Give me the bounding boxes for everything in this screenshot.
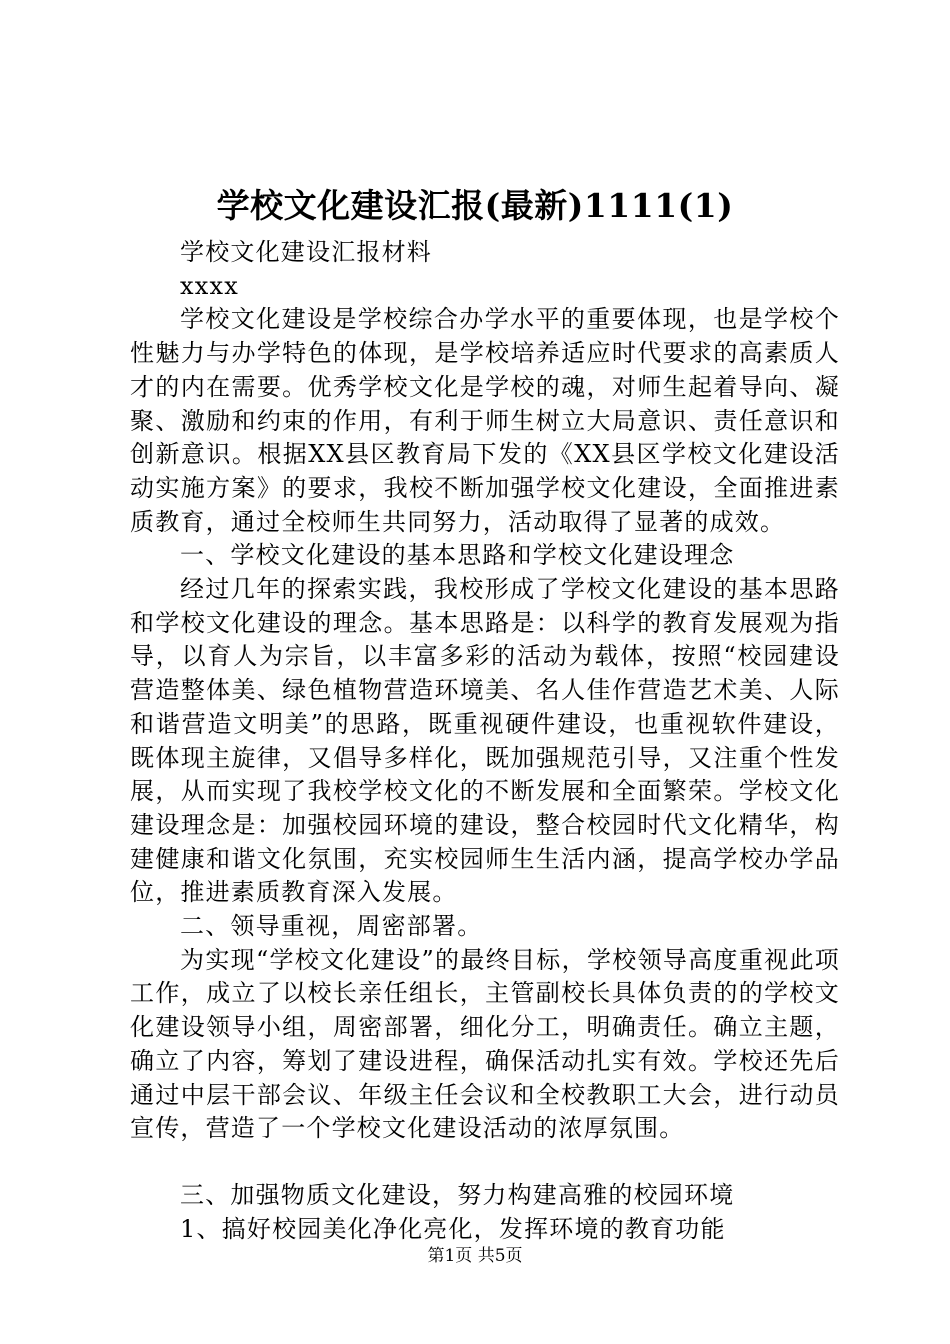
page-footer: 第1页 共5页 bbox=[427, 1246, 523, 1266]
subsection-heading-3-1: 1、搞好校园美化净化亮化，发挥环境的教育功能 bbox=[180, 1214, 726, 1243]
section-heading-3: 三、加强物质文化建设，努力构建高雅的校园环境 bbox=[180, 1180, 735, 1209]
document-body bbox=[130, 236, 840, 1246]
section-2-paragraph: 为实现“学校文化建设”的最终目标，学校领导高度重视此项工作，成立了以校长亲任组长，主管副校长具体负责的的学校文化建设领导小组，周密部署，细化分工，明确责任。确立主题，确立了内容，筹划了建设进程，确保活动扎实有效。学校还先后通过中层干部会议、年级主任会议和全校教职工大会，进行动员宣传，营造了一个学校文化建设活动的浓厚氛围。 bbox=[130, 945, 840, 1143]
author-line: xxxx bbox=[180, 271, 239, 300]
section-heading-1: 一、学校文化建设的基本思路和学校文化建设理念 bbox=[180, 541, 735, 570]
intro-paragraph: 学校文化建设是学校综合办学水平的重要体现，也是学校个性魅力与办学特色的体现，是学校培养适应时代要求的高素质人才的内在需要。优秀学校文化是学校的魂，对师生起着导向、凝聚、激励和约束的作用，有利于师生树立大局意识、责任意识和创新意识。根据XX县区教育局下发的《XX县区学校文化建设活动实施方案》的要求，我校不断加强学校文化建设，全面推进素质教育，通过全校师生共同努力，活动取得了显著的成效。 bbox=[130, 305, 840, 536]
document-title: 学校文化建设汇报(最新)1111(1) bbox=[216, 186, 734, 225]
section-heading-2: 二、领导重视，周密部署。 bbox=[180, 912, 483, 941]
section-1-paragraph: 经过几年的探索实践，我校形成了学校文化建设的基本思路和学校文化建设的理念。基本思路是：以科学的教育发展观为指导，以育人为宗旨，以丰富多彩的活动为载体，按照“校园建设营造整体美、绿色植物营造环境美、名人佳作营造艺术美、人际和谐营造文明美”的思路，既重视硬件建设，也重视软件建设，既体现主旋律，又倡导多样化，既加强规范引导，又注重个性发展，从而实现了我校学校文化的不断发展和全面繁荣。学校文化建设理念是：加强校园环境的建设，整合校园时代文化精华，构建健康和谐文化氛围，充实校园师生生活内涵，提高学校办学品位，推进素质教育深入发展。 bbox=[130, 575, 840, 907]
subtitle-paragraph: 学校文化建设汇报材料 bbox=[180, 238, 432, 266]
